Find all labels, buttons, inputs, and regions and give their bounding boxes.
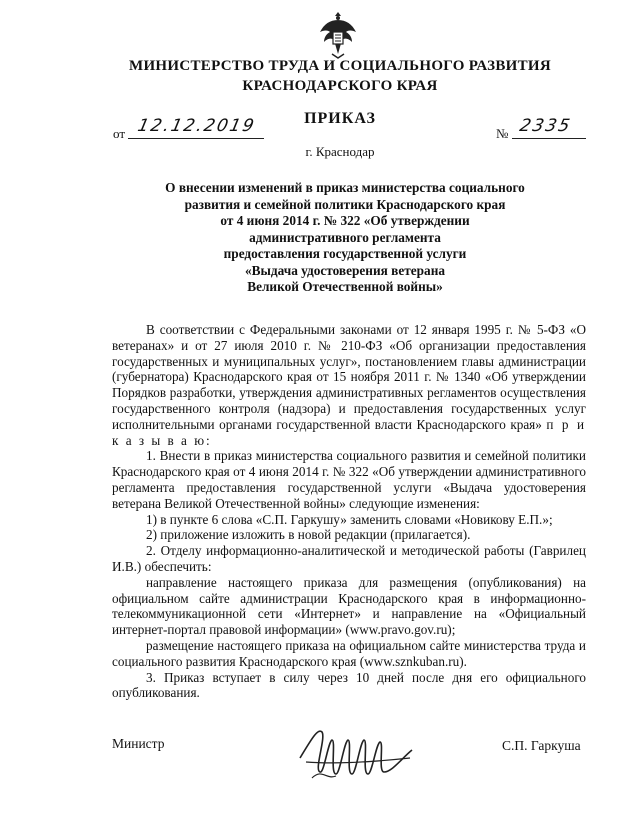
city-name: г. Краснодар (305, 144, 375, 159)
handwritten-date: 12.12.2019 (135, 116, 258, 136)
number-underline (512, 138, 586, 139)
document-body (112, 322, 586, 701)
document-type: ПРИКАЗ (304, 110, 376, 127)
item-1: 1. Внести в приказ министерства социального развития и семейной политики Краснодарского края от 4 июня 2014 г. № 322 «Об утверждении административного регламента предоставления государственной услуги «Выдача удостоверения ветерана Великой Отечественной войны» следующие изменения: (112, 448, 586, 511)
title-line: О внесении изменений в приказ министерства социального (165, 180, 525, 195)
title-line: от 4 июня 2014 г. № 322 «Об утверждении (220, 213, 470, 228)
signatory-position: Министр (112, 736, 165, 751)
ministry-name-line2: КРАСНОДАРСКОГО КРАЯ (242, 78, 438, 94)
document-title (150, 180, 540, 296)
title-line: «Выдача удостоверения ветерана (244, 262, 446, 278)
item-2-a: направление настоящего приказа для размещения (опубликования) на официальном сайте администрации Краснодарского края в информационно-телекоммуникационной сети «Интернет» и направление на «Официальный интернет-портал правовой информации» (www.pravo.gov.ru); (112, 574, 586, 638)
item-1-1: 1) в пункте 6 слова «С.П. Гаркушу» заменить словами «Новикову Е.П.»; (146, 511, 553, 527)
date-underline (128, 138, 264, 139)
preamble-paragraph (112, 322, 586, 448)
preamble-text: В соответствии с Федеральными законами от 12 января 1995 г. № 5-ФЗ «О ветеранах» и от 27 июля 2010 г. № 210-ФЗ «Об организации предоставления государственных и муниципальных услуг», постановлением главы администрации (губернатора) Краснодарского края от 15 ноября 2011 г. № 1340 «Об утверждении Порядков разработки, утверждения административных регламентов осуществления государственного контроля (надзора) и предоставления государственных услуг исполнительными органами государственной власти Краснодарского края» (112, 322, 586, 432)
title-line: Великой Отечественной войны» (247, 279, 443, 294)
number-label: № (496, 126, 509, 141)
handwritten-signature (292, 718, 422, 786)
title-line: развития и семейной политики Краснодарского края (184, 196, 506, 212)
ministry-name-line1: МИНИСТЕРСТВО ТРУДА И СОЦИАЛЬНОГО РАЗВИТИЯ (129, 58, 551, 74)
coat-of-arms-icon (316, 8, 360, 60)
signatory-name: С.П. Гаркуша (502, 738, 581, 753)
item-2-b: размещение настоящего приказа на официальном сайте министерства труда и социального развития Краснодарского края (www.sznkuban.ru). (112, 637, 586, 669)
date-label: от (113, 126, 126, 141)
title-line: предоставления государственной услуги (223, 246, 467, 261)
item-2: 2. Отделу информационно-аналитической и методической работы (Гаврилец И.В.) обеспечить: (112, 543, 586, 574)
title-line: административного регламента (249, 229, 441, 245)
item-1-2: 2) приложение изложить в новой редакции (прилагается). (146, 527, 471, 543)
order-word: п р и к а з ы в а ю: (112, 416, 587, 448)
item-3: 3. Приказ вступает в силу через 10 дней после дня его официального опубликования. (112, 669, 586, 701)
handwritten-number: 2335 (517, 116, 574, 136)
